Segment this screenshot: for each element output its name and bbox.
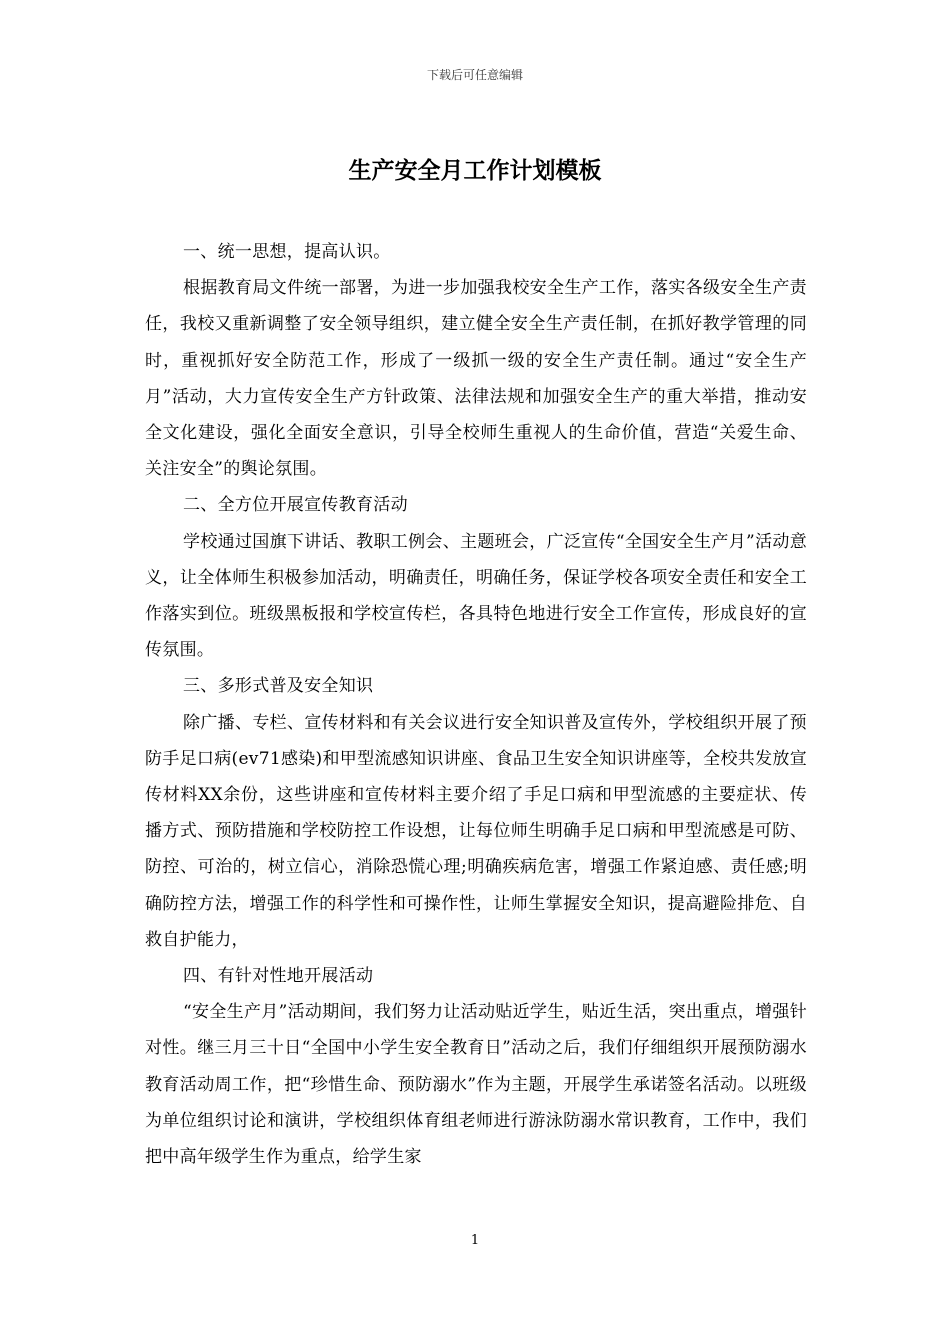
section-heading-4: 四、有针对性地开展活动 [183, 966, 374, 987]
section-heading-1: 一、统一思想，提高认识。 [183, 242, 391, 262]
document-title: 生产安全月工作计划模板 [348, 158, 602, 184]
paragraph-1: 根据教育局文件统一部署，为进一步加强我校安全生产工作，落实各级安全生产责任，我校又重新调整了安全领导组织，建立健全安全生产责任制，在抓好教学管理的同时，重视抓好安全防范工作，形成了一级抓一级的安全生产责任制。通过“安全生产月”活动，大力宣传安全生产方针政策、法律法规和加强安全生产的重大举措，推动安全文化建设，强化全面安全意识，引导全校师生重视人的生命价值，营造“关爱生命、关注安全”的舆论氛围。 [145, 278, 807, 480]
paragraph-2: 学校通过国旗下讲话、教职工例会、主题班会，广泛宣传“全国安全生产月”活动意义，让全体师生积极参加活动，明确责任，明确任务，保证学校各项安全责任和安全工作落实到位。班级黑板报和学校宣传栏，各具特色地进行安全工作宣传，形成良好的宣传氛围。 [145, 531, 807, 661]
paragraph-4: “安全生产月”活动期间，我们努力让活动贴近学生，贴近生活，突出重点，增强针对性。继三月三十日“全国中小学生安全教育日”活动之后，我们仔细组织开展预防溺水教育活动周工作，把“珍惜生命、预防溺水”作为主题，开展学生承诺签名活动。以班级为单位组织讨论和演讲，学校组织体育组老师进行游泳防溺水常识教育，工作中，我们把中高年级学生作为重点，给学生家 [145, 1002, 807, 1168]
section-heading-3: 三、多形式普及安全知识 [183, 676, 374, 697]
section-heading-2: 二、全方位开展宣传教育活动 [183, 495, 408, 516]
paragraph-3: 除广播、专栏、宣传材料和有关会议进行安全知识普及宣传外，学校组织开展了预防手足口病(ev71感染)和甲型流感知识讲座、食品卫生安全知识讲座等，全校共发放宣传材料XX余份，这些讲座和宣传材料主要介绍了手足口病和甲型流感的主要症状、传播方式、预防措施和学校防控工作设想，让每位师生明确手足口病和甲型流感是可防、防控、可治的，树立信心，消除恐慌心理;明确疾病危害，增强工作紧迫感、责任感;明确防控方法，增强工作的科学性和可操作性，让师生掌握安全知识，提高避险排危、自救自护能力， [145, 712, 807, 950]
page-number: 1 [470, 1233, 480, 1248]
document-body [145, 234, 807, 1175]
header-note: 下载后可任意编辑 [426, 68, 523, 82]
